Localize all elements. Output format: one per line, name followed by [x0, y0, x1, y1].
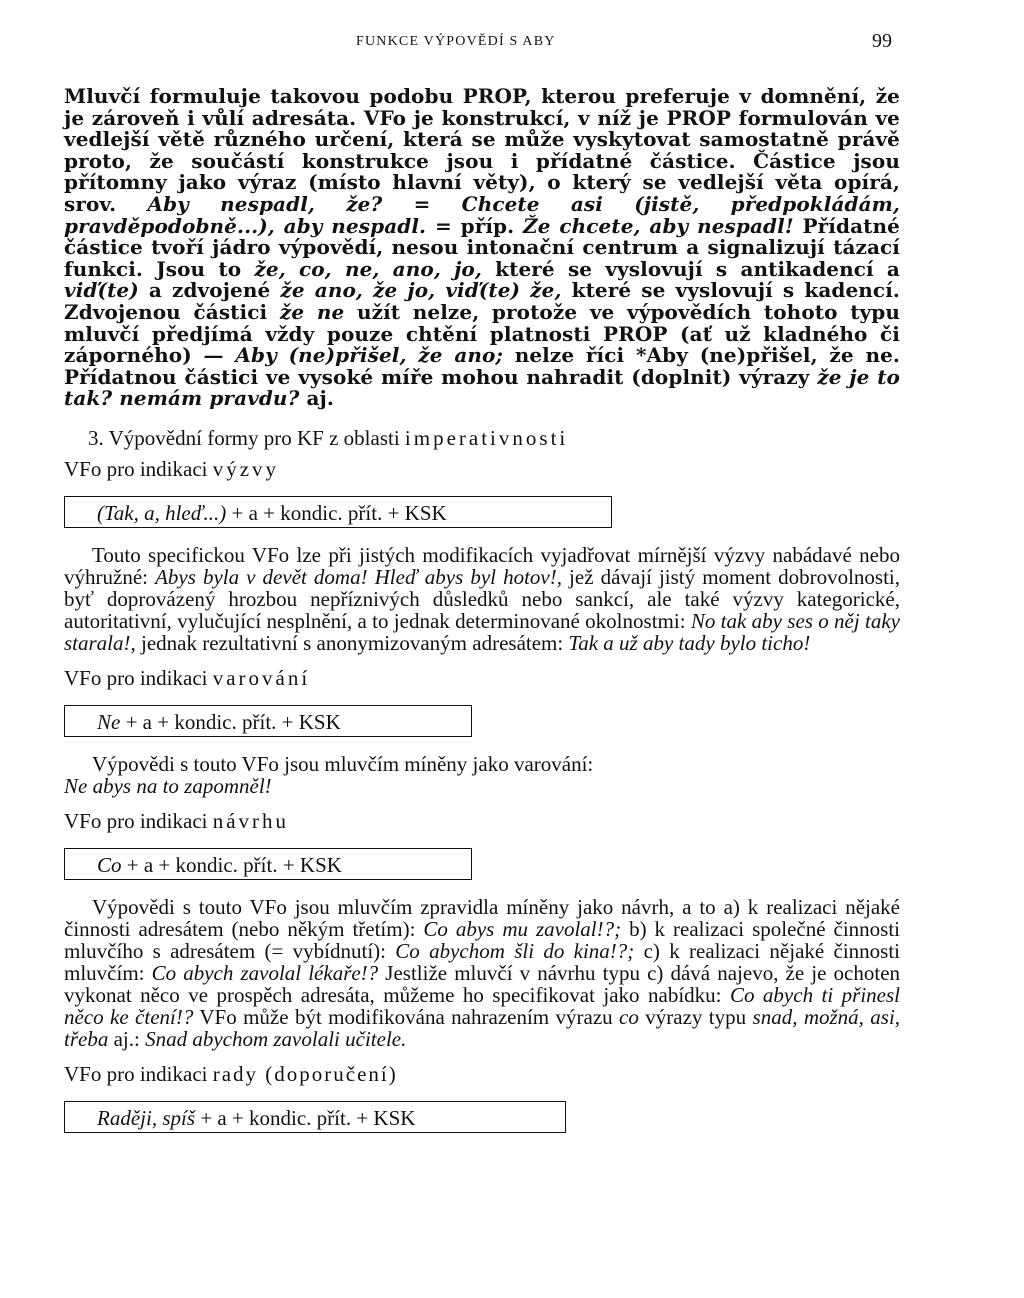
- subheading-rady: [64, 1062, 900, 1087]
- section-number: 3.: [88, 425, 104, 450]
- text-run: Výpovědi s touto VFo jsou mluvčím zpravidla míněny jako návrh, a to a) k realizaci nějaké činnosti adresátem (nebo někým třetím):: [64, 894, 900, 941]
- example-italic: že ne: [279, 299, 345, 324]
- subheading-text: VFo pro indikaci: [64, 665, 208, 690]
- subheading-vyzvy: [64, 457, 900, 482]
- example-italic: Co abych ti přinesl něco ke čtení!?: [64, 982, 900, 1029]
- book-page: [64, 28, 900, 1133]
- text-run: Mluvčí formuluje takovou podobu PROP, kterou preferuje v domnění, že je zároveň i vůlí adresáta. VFo je konstrukcí, v níž je PROP formulován ve vedlejší větě různého určení, která se může vyskytovat samostatně právě proto, že součástí konstrukce jsou i přídatné částice. Částice jsou přítomny jako výraz (místo hlavní věty), o který se vedlejší věta opírá, srov.: [64, 84, 900, 216]
- formula-box-rady: [64, 1101, 566, 1133]
- subheading-spaced: výzvy: [212, 456, 280, 481]
- paragraph-navrhu: [64, 896, 900, 1050]
- formula-italic: Co: [97, 852, 122, 877]
- example-italic: že, co, ne, ano, jo,: [254, 256, 482, 281]
- example-italic: snad, možná, asi, třeba: [64, 1004, 901, 1051]
- formula-text: + a + kondic. přít. + KSK: [231, 500, 447, 525]
- text-run: VFo může být modifikována nahrazením výrazu: [199, 1004, 613, 1029]
- formula-italic: Ne: [97, 709, 121, 734]
- example-italic: Tak a už aby tady bylo ticho!: [568, 630, 811, 655]
- text-run: aj.: [306, 386, 334, 411]
- example-italic: viď(te): [64, 278, 139, 303]
- text-run: Přídatné částice tvoří jádro výpovědí, nesou intonační centrum a signalizují tázací funkci. Jsou to: [64, 213, 900, 281]
- text-run: které se vyslovují s kadencí. Zdvojenou částici: [64, 278, 900, 324]
- example-italic: Že chcete, aby nespadl!: [523, 213, 794, 238]
- subheading-text: VFo pro indikaci: [64, 808, 208, 833]
- formula-box-varovani: [64, 705, 472, 737]
- text-run: aj.:: [113, 1026, 140, 1051]
- example-italic: Chcete asi (jistě, předpokládám, pravděpodobně...), aby nespadl.: [64, 191, 900, 238]
- subheading-spaced: návrhu: [212, 808, 290, 833]
- text-run: které se vyslovují s antikadencí a: [495, 256, 900, 281]
- example-italic: že je to tak? nemám pravdu?: [64, 364, 900, 411]
- paragraph-prop: [64, 86, 900, 410]
- page-number: 99: [872, 30, 892, 52]
- subheading-spaced: rady (doporučení): [212, 1061, 398, 1086]
- text-run: Výpovědi s touto VFo jsou mluvčím míněny jako varování:: [92, 751, 594, 776]
- formula-text: + a + kondic. přít. + KSK: [200, 1105, 416, 1130]
- subheading-navrhu: [64, 809, 900, 834]
- example-italic: No tak aby ses o něj taky starala!,: [64, 608, 901, 655]
- text-run: c) k realizaci nějaké činnosti mluvčím:: [64, 938, 901, 985]
- formula-box-navrhu: [64, 848, 472, 880]
- subheading-text: VFo pro indikaci: [64, 456, 208, 481]
- subheading-text: VFo pro indikaci: [64, 1061, 208, 1086]
- running-title: FUNKCE VÝPOVĚDÍ S ABY: [356, 34, 556, 49]
- paragraph-varovani: [64, 753, 900, 797]
- example-italic: Ne abys na to zapomněl!: [64, 773, 272, 798]
- example-italic: Co abys mu zavolal!?;: [423, 916, 622, 941]
- text-run: = příp.: [434, 213, 515, 238]
- example-italic: Snad abychom zavolali učitele.: [145, 1026, 407, 1051]
- text-run: užít nelze, protože ve výpovědích tohoto typu mluvčí předjímá vždy pouze chtění platnosti PROP (ať už kladného či záporného) —: [64, 299, 900, 368]
- example-italic: co: [619, 1004, 639, 1029]
- text-run: Touto specifickou VFo lze při jistých modifikacích vyjadřovat mírnější výzvy nabádavé nebo výhružné:: [64, 542, 900, 589]
- section-title: Výpovědní formy pro KF z oblasti: [108, 425, 400, 450]
- formula-box-vyzvy: [64, 496, 612, 528]
- example-italic: Abys byla v devět doma! Hleď abys byl hotov!,: [155, 564, 562, 589]
- paragraph-vyzvy: [64, 544, 900, 654]
- subheading-varovani: [64, 666, 900, 691]
- text-run: jednak rezultativní s anonymizovaným adresátem:: [141, 630, 564, 655]
- text-run: jež dávají jistý moment dobrovolnosti, byť doprovázený hrozbou nepříznivých důsledků nebo sankcí, ale také výzvy kategorické, autoritativní, vylučující nesplnění, a to jednak determinované okolnostmi:: [64, 564, 901, 633]
- section-title-spaced: imperativnosti: [404, 425, 569, 450]
- example-italic: že ano, že jo, viď(te) že,: [280, 278, 562, 303]
- text-run: výrazy typu: [645, 1004, 747, 1029]
- section-heading-3: [64, 426, 900, 451]
- example-italic: Aby (ne)přišel, že ano;: [235, 343, 503, 368]
- formula-text: + a + kondic. přít. + KSK: [126, 852, 342, 877]
- formula-italic: (Tak, a, hleď...): [97, 500, 227, 525]
- text-run: nelze říci *Aby (ne)přišel, že ne. Přídatnou částici ve vysoké míře mohou nahradit (doplnit) výrazy: [64, 343, 900, 389]
- formula-italic: Raději, spíš: [97, 1105, 195, 1130]
- text-run: =: [413, 191, 431, 216]
- example-italic: Aby nespadl, že?: [147, 191, 383, 216]
- running-header: [64, 28, 900, 58]
- example-italic: Co abychom šli do kina!?;: [395, 938, 635, 963]
- subheading-spaced: varování: [212, 665, 311, 690]
- text-run: Jestliže mluvčí v návrhu typu c) dává najevo, že je ochoten vykonat něco ve prospěch adresáta, můžeme ho specifikovat jako nabídku:: [64, 960, 901, 1007]
- text-run: b) k realizaci společné činnosti mluvčího s adresátem (= vybídnutí):: [64, 916, 900, 963]
- formula-text: + a + kondic. přít. + KSK: [125, 709, 341, 734]
- example-italic: Co abych zavolal lékaře!?: [151, 960, 379, 985]
- text-run: a zdvojené: [148, 278, 271, 303]
